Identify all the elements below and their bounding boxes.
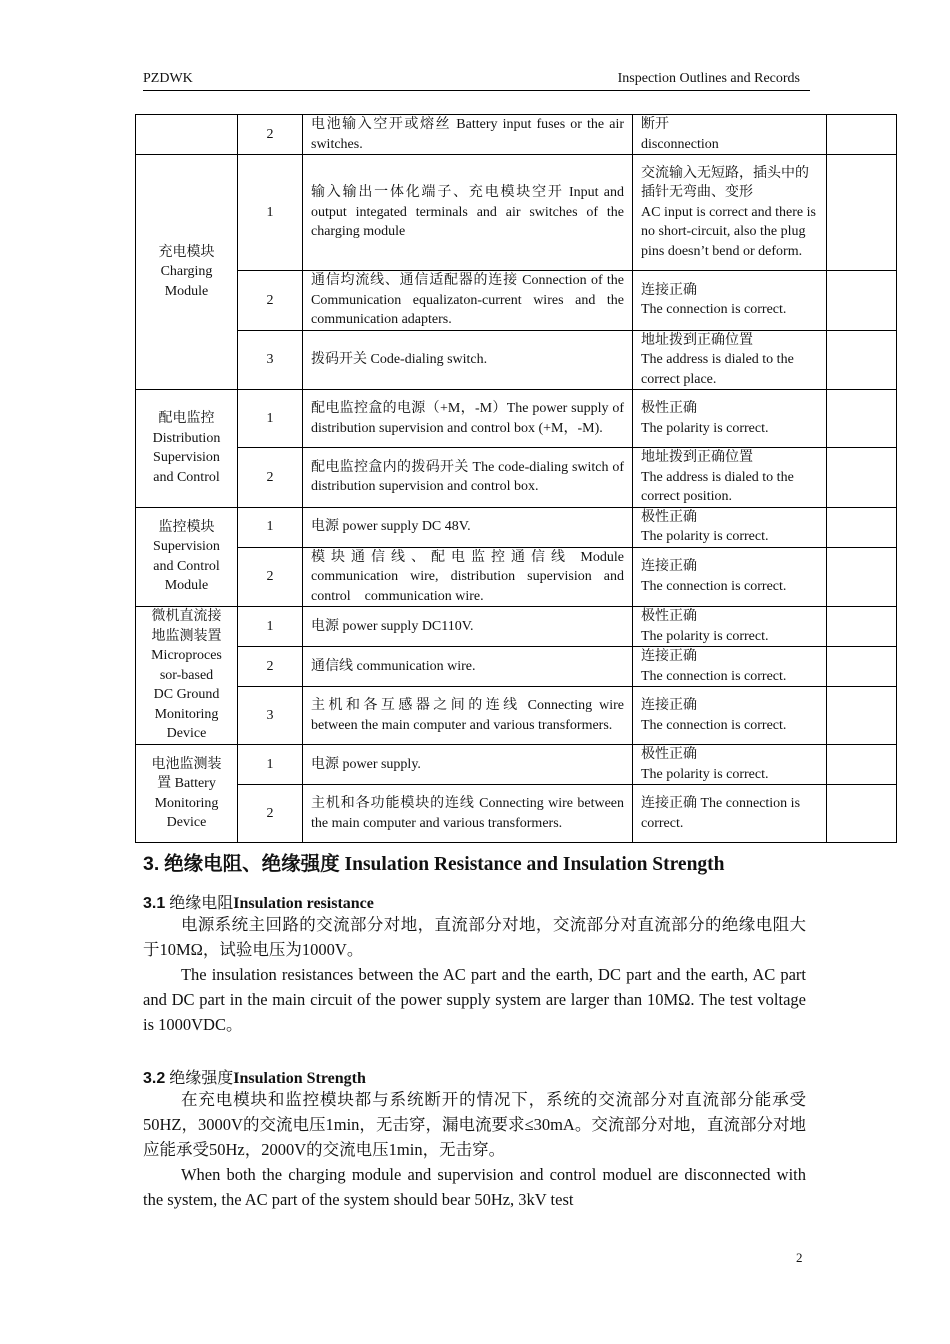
table-row xyxy=(136,155,897,271)
section-3-2-heading xyxy=(143,1065,366,1088)
item-number-cell: 1 xyxy=(238,745,303,785)
requirement-cell: 连接正确 The connection is correct. xyxy=(633,271,827,331)
category-cell: 充电模块 Charging Module xyxy=(136,155,238,390)
item-description-cell: 通信均流线、通信适配器的连接 Connection of the Communication equalizaton-current wires and the communication adapters. xyxy=(303,271,633,331)
table-row xyxy=(136,647,897,687)
section-3-1-title-en: Insulation resistance xyxy=(233,895,374,912)
item-description-cell: 电源 power supply DC 48V. xyxy=(303,507,633,547)
table-row xyxy=(136,448,897,508)
item-number-cell: 2 xyxy=(238,115,303,155)
item-number-cell: 1 xyxy=(238,507,303,547)
requirement-cell: 地址拨到正确位置 The address is dialed to the correct place. xyxy=(633,330,827,390)
record-cell xyxy=(827,647,897,687)
section-3-2-paragraph-en: When both the charging module and supervision and control moduel are disconnected with the system, the AC part of the system should bear 50Hz, 3kV test xyxy=(143,1165,806,1209)
item-description-cell: 配电监控盒内的拨码开关 The code-dialing switch of distribution supervision and control box. xyxy=(303,448,633,508)
requirement-cell: 极性正确 The polarity is correct. xyxy=(633,507,827,547)
requirement-cell: 连接正确 The connection is correct. xyxy=(633,547,827,607)
item-number-cell: 2 xyxy=(238,647,303,687)
item-description-cell: 电源 power supply DC110V. xyxy=(303,607,633,647)
item-number-cell: 1 xyxy=(238,390,303,448)
header-left-text: PZDWK xyxy=(143,71,193,86)
table-row xyxy=(136,687,897,745)
item-number-cell: 3 xyxy=(238,330,303,390)
section-3-number: 3. xyxy=(143,853,160,875)
section-3-1-heading xyxy=(143,890,374,913)
record-cell xyxy=(827,547,897,607)
inspection-table xyxy=(135,114,897,843)
table-row xyxy=(136,330,897,390)
category-cell xyxy=(136,115,238,155)
table-row xyxy=(136,607,897,647)
record-cell xyxy=(827,155,897,271)
requirement-cell: 连接正确 The connection is correct. xyxy=(633,687,827,745)
section-3-1-paragraph-cn: 电源系统主回路的交流部分对地，直流部分对地，交流部分对直流部分的绝缘电阻大于10MΩ，试验电压为1000V。 xyxy=(143,915,806,959)
section-3-heading xyxy=(143,848,725,876)
item-number-cell: 3 xyxy=(238,687,303,745)
requirement-cell: 连接正确 The connection is correct. xyxy=(633,785,827,843)
record-cell xyxy=(827,390,897,448)
item-description-cell: 主机和各功能模块的连线 Connecting wire between the main computer and various transformers. xyxy=(303,785,633,843)
section-3-1-paragraph-en: The insulation resistances between the AC part and the earth, DC part and the earth, AC part and DC part in the main circuit of the power supply system are larger than 10MΩ. The test voltage is 1000VDC。 xyxy=(143,965,806,1034)
requirement-cell: 地址拨到正确位置 The address is dialed to the correct position. xyxy=(633,448,827,508)
record-cell xyxy=(827,330,897,390)
table-row xyxy=(136,507,897,547)
record-cell xyxy=(827,785,897,843)
category-cell: 监控模块 Supervision and Control Module xyxy=(136,507,238,607)
record-cell xyxy=(827,115,897,155)
item-number-cell: 2 xyxy=(238,547,303,607)
requirement-cell: 交流输入无短路，插头中的插针无弯曲、变形 AC input is correct and there is no short-circuit, also the plug pins doesn’t bend or deform. xyxy=(633,155,827,271)
table-row xyxy=(136,547,897,607)
item-description-cell: 通信线 communication wire. xyxy=(303,647,633,687)
section-3-1-number: 3.1 xyxy=(143,895,166,912)
table-row xyxy=(136,390,897,448)
category-cell: 配电监控 Distribution Supervision and Control xyxy=(136,390,238,508)
section-3-2-title-cn: 绝缘强度 xyxy=(165,1070,234,1087)
item-description-cell: 电源 power supply. xyxy=(303,745,633,785)
requirement-cell: 极性正确 The polarity is correct. xyxy=(633,745,827,785)
section-3-title-cn: 绝缘电阻、绝缘强度 xyxy=(159,854,345,875)
table-row xyxy=(136,271,897,331)
category-cell: 电池监测装 置 Battery Monitoring Device xyxy=(136,745,238,843)
record-cell xyxy=(827,687,897,745)
requirement-cell: 极性正确 The polarity is correct. xyxy=(633,390,827,448)
item-description-cell: 拨码开关 Code-dialing switch. xyxy=(303,330,633,390)
record-cell xyxy=(827,607,897,647)
item-description-cell: 电池输入空开或熔丝 Battery input fuses or the air switches. xyxy=(303,115,633,155)
requirement-cell: 极性正确 The polarity is correct. xyxy=(633,607,827,647)
inspection-table-body xyxy=(136,115,897,843)
item-number-cell: 1 xyxy=(238,155,303,271)
header-right-text: Inspection Outlines and Records xyxy=(617,71,800,86)
record-cell xyxy=(827,507,897,547)
section-3-title-en: Insulation Resistance and Insulation Strength xyxy=(344,854,725,875)
record-cell xyxy=(827,271,897,331)
table-row xyxy=(136,785,897,843)
item-description-cell: 模块通信线、配电监控通信线 Module communication wire, distribution supervision and control communication wire. xyxy=(303,547,633,607)
section-3-1-title-cn: 绝缘电阻 xyxy=(165,895,234,912)
table-row xyxy=(136,115,897,155)
item-description-cell: 配电监控盒的电源（+M，-M）The power supply of distribution supervision and control box (+M，-M). xyxy=(303,390,633,448)
item-description-cell: 输入输出一体化端子、充电模块空开 Input and output integated terminals and air switches of the charging module xyxy=(303,155,633,271)
item-number-cell: 2 xyxy=(238,448,303,508)
category-cell: 微机直流接 地监测装置 Microproces sor-based DC Ground Monitoring Device xyxy=(136,607,238,745)
page-header xyxy=(143,68,810,91)
table-row xyxy=(136,745,897,785)
item-number-cell: 2 xyxy=(238,271,303,331)
item-number-cell: 2 xyxy=(238,785,303,843)
item-description-cell: 主机和各互感器之间的连线 Connecting wire between the main computer and various transformers. xyxy=(303,687,633,745)
section-3-2-paragraph-cn: 在充电模块和监控模块都与系统断开的情况下，系统的交流部分对直流部分能承受50HZ，3000V的交流电压1min，无击穿，漏电流要求≤30mA。交流部分对地，直流部分对地应能承受50Hz，2000V的交流电压1min，无击穿。 xyxy=(143,1090,806,1159)
item-number-cell: 1 xyxy=(238,607,303,647)
page-number: 2 xyxy=(796,1250,803,1265)
requirement-cell: 断开 disconnection xyxy=(633,115,827,155)
section-3-2-title-en: Insulation Strength xyxy=(233,1070,366,1087)
record-cell xyxy=(827,448,897,508)
requirement-cell: 连接正确 The connection is correct. xyxy=(633,647,827,687)
record-cell xyxy=(827,745,897,785)
section-3-2-number: 3.2 xyxy=(143,1070,166,1087)
